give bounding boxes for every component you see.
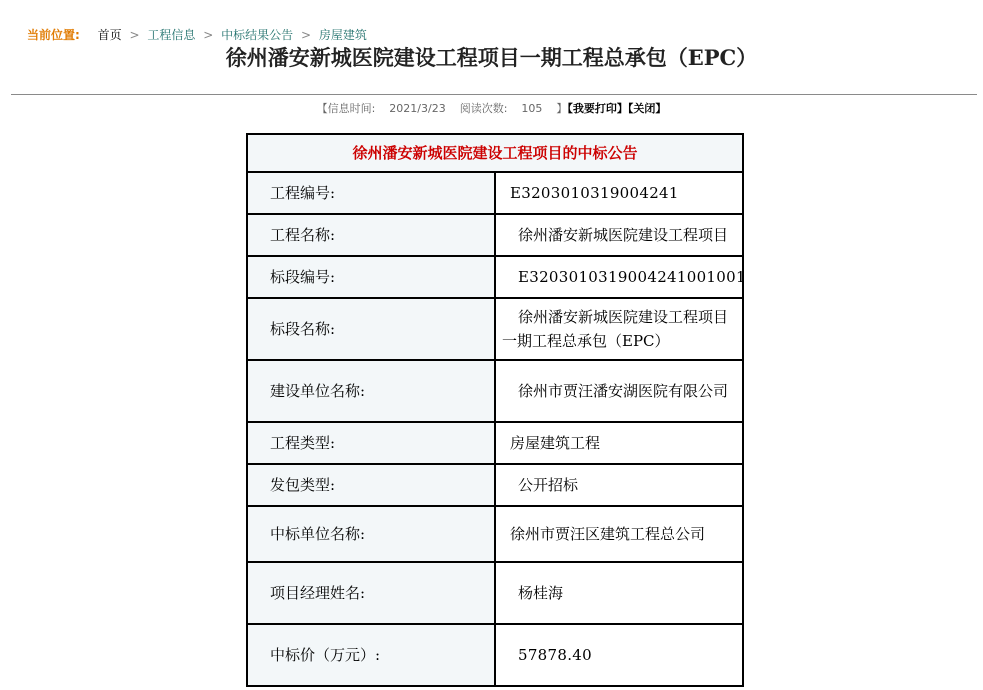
breadcrumb-separator: >	[300, 28, 312, 42]
breadcrumb	[27, 26, 367, 44]
table-row	[247, 360, 743, 422]
winning-unit-value: 徐州市贾汪区建筑工程总公司	[495, 506, 743, 562]
project-type-value: 房屋建筑工程	[495, 422, 743, 464]
table-row	[247, 422, 743, 464]
project-number-label: 工程编号:	[247, 172, 495, 214]
bid-price-label: 中标价（万元）:	[247, 624, 495, 686]
owner-unit-label: 建设单位名称:	[247, 360, 495, 422]
title-divider	[11, 94, 977, 95]
table-row	[247, 256, 743, 298]
table-row	[247, 624, 743, 686]
breadcrumb-home-link[interactable]: 首页	[97, 28, 122, 42]
table-row	[247, 506, 743, 562]
award-notice-table	[246, 133, 744, 687]
breadcrumb-label: 当前位置:	[27, 28, 80, 42]
contract-type-label: 发包类型:	[247, 464, 495, 506]
info-time-label: 信息时间:	[327, 102, 376, 115]
info-meta-bar	[0, 100, 983, 118]
project-name-label: 工程名称:	[247, 214, 495, 256]
table-row	[247, 464, 743, 506]
notice-table-header: 徐州潘安新城医院建设工程项目的中标公告	[247, 134, 743, 172]
section-name-value: 徐州潘安新城医院建设工程项目一期工程总承包（EPC）	[495, 298, 743, 360]
breadcrumb-project-info-link[interactable]: 工程信息	[147, 28, 196, 42]
views-value: 105	[521, 102, 543, 115]
winning-unit-label: 中标单位名称:	[247, 506, 495, 562]
owner-unit-value: 徐州市贾汪潘安湖医院有限公司	[495, 360, 743, 422]
close-button[interactable]: 【关闭】	[627, 102, 667, 115]
section-number-label: 标段编号:	[247, 256, 495, 298]
project-manager-label: 项目经理姓名:	[247, 562, 495, 624]
project-number-value: E3203010319004241	[495, 172, 743, 214]
meta-close-bracket: 】	[556, 102, 568, 115]
table-row	[247, 172, 743, 214]
project-name-value: 徐州潘安新城医院建设工程项目	[495, 214, 743, 256]
breadcrumb-award-notice-link[interactable]: 中标结果公告	[221, 28, 294, 42]
breadcrumb-separator: >	[129, 28, 140, 42]
meta-open-bracket: 【	[316, 102, 328, 115]
project-type-label: 工程类型:	[247, 422, 495, 464]
section-number-value: E3203010319004241001001	[495, 256, 743, 298]
section-name-label: 标段名称:	[247, 298, 495, 360]
table-row	[247, 214, 743, 256]
contract-type-value: 公开招标	[495, 464, 743, 506]
breadcrumb-separator: >	[203, 28, 214, 42]
info-time-value: 2021/3/23	[389, 102, 446, 115]
breadcrumb-building-link[interactable]: 房屋建筑	[318, 28, 367, 42]
table-row	[247, 298, 743, 360]
table-row	[247, 562, 743, 624]
views-label: 阅读次数:	[459, 102, 508, 115]
page-title: 徐州潘安新城医院建设工程项目一期工程总承包（EPC）	[225, 45, 758, 70]
project-manager-value: 杨桂海	[495, 562, 743, 624]
print-button[interactable]: 【我要打印】	[567, 102, 628, 115]
bid-price-value: 57878.40	[495, 624, 743, 686]
